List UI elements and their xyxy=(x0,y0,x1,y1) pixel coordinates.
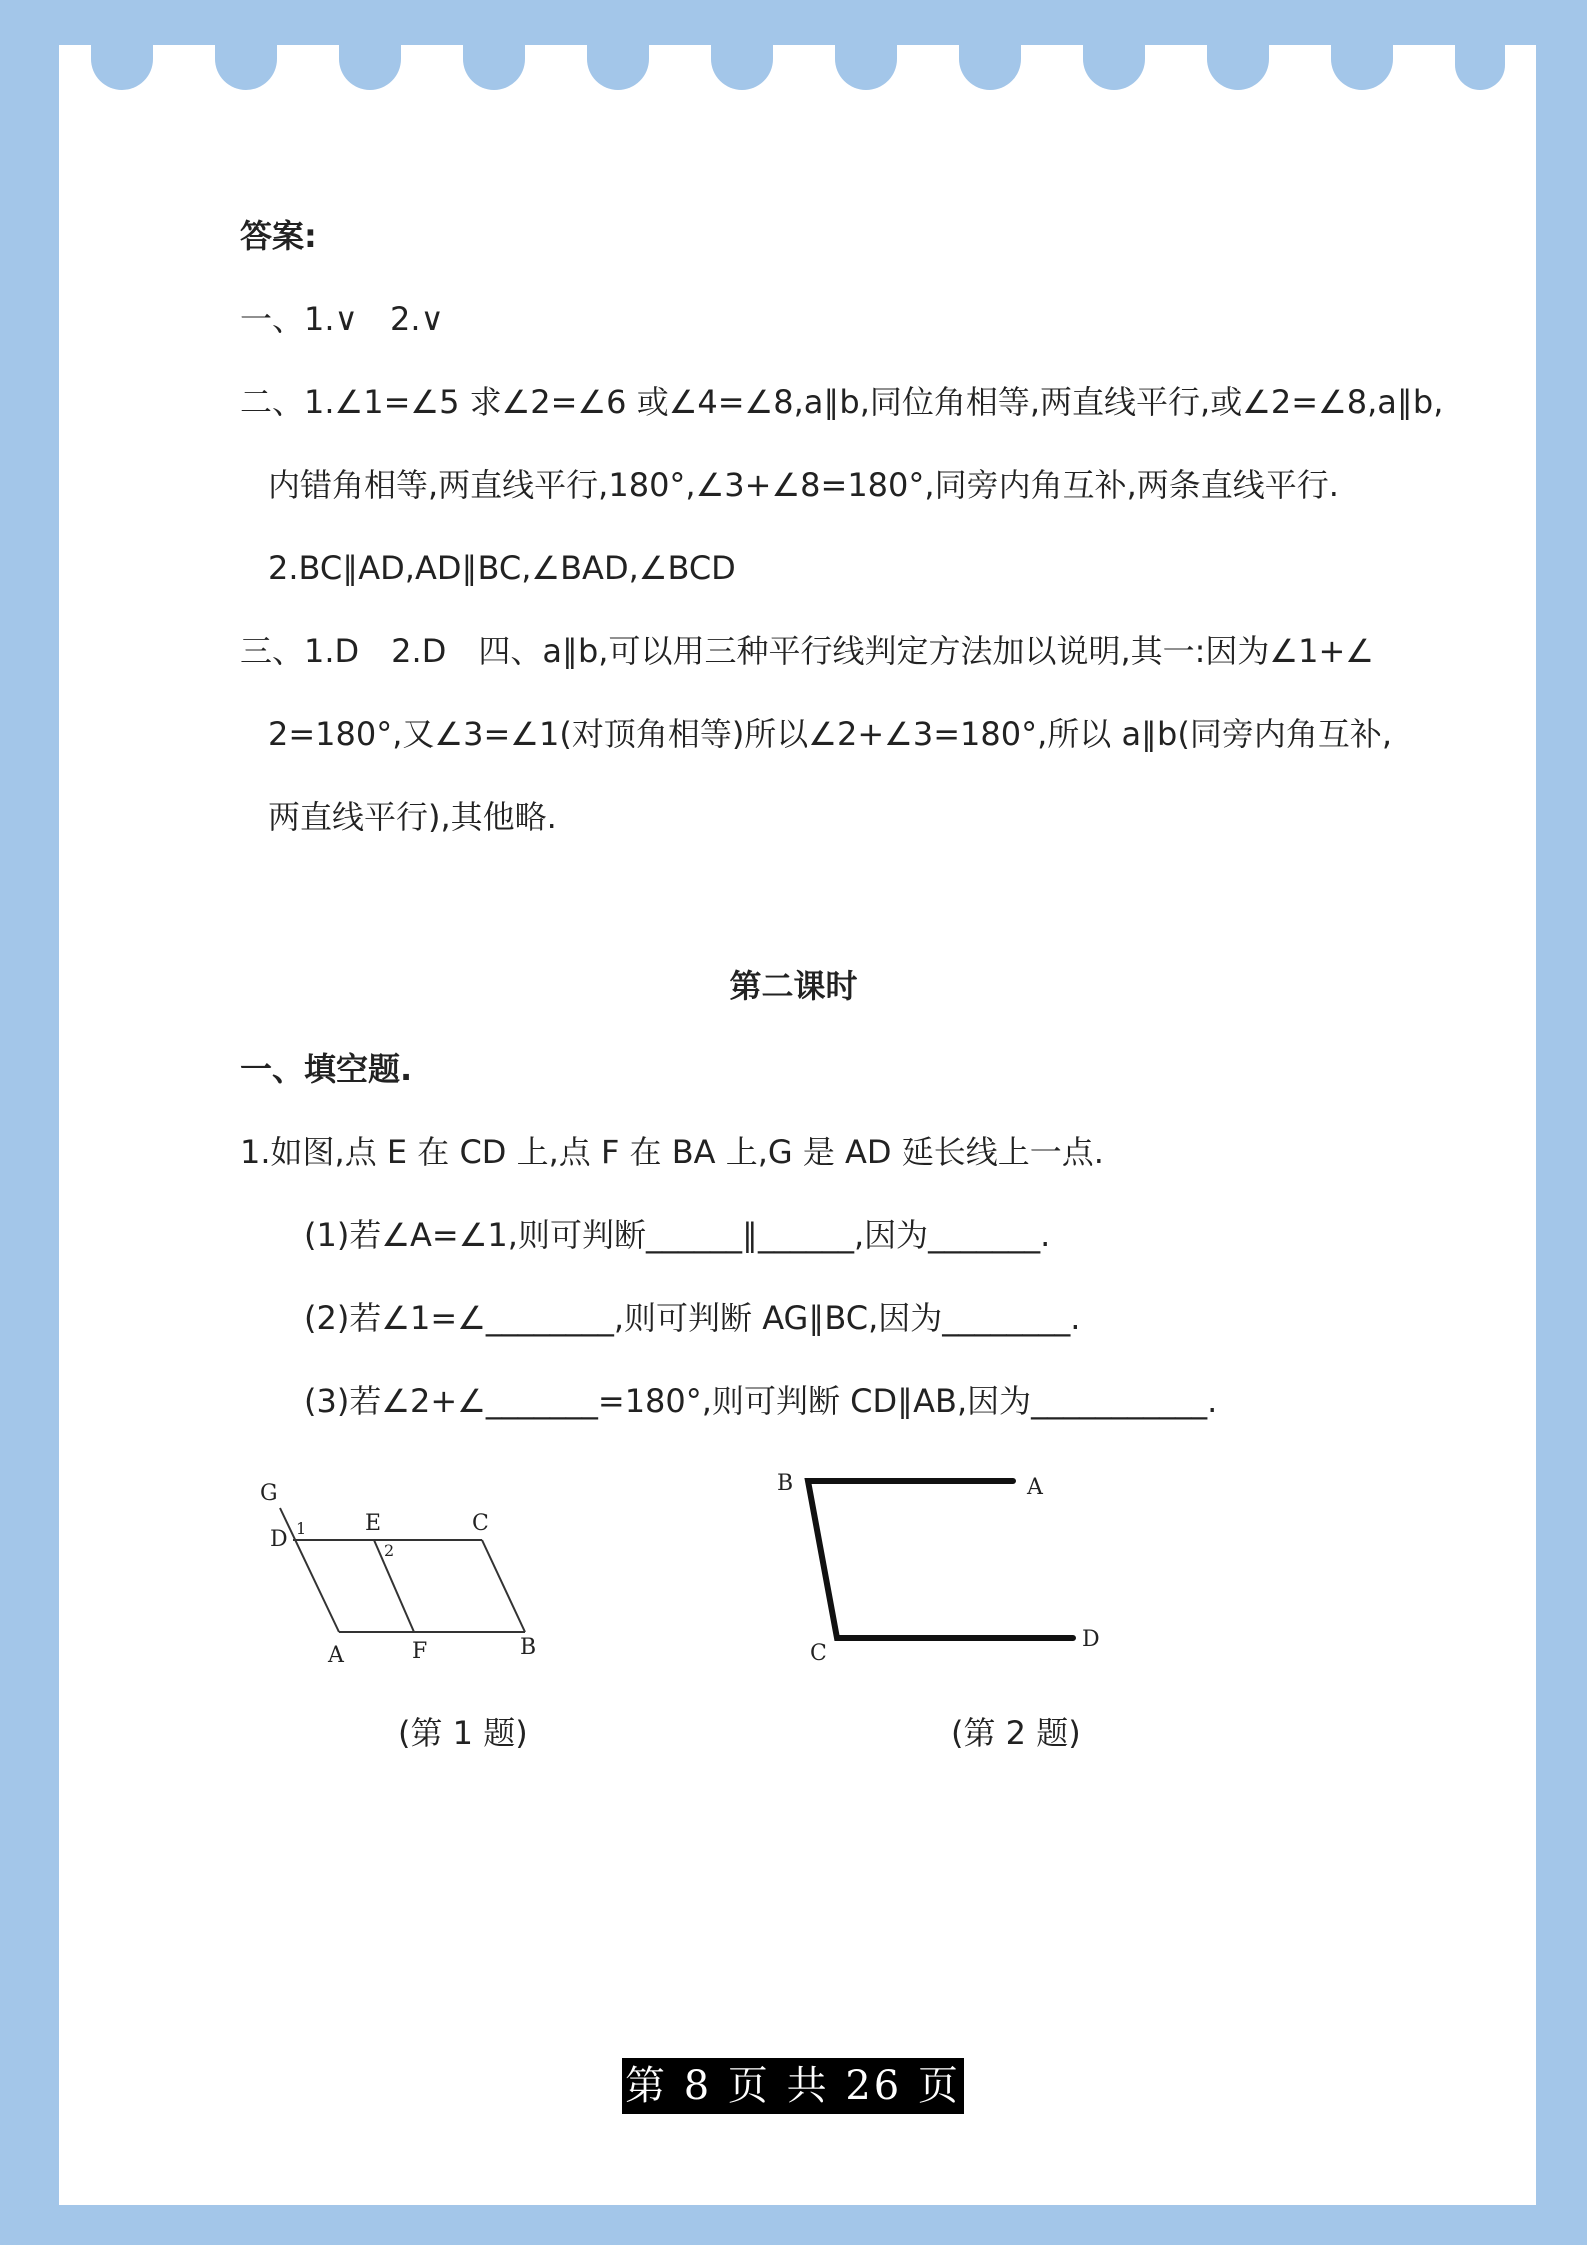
question-1-sub-1: (1)若∠A=∠1,则可判断______∥______,因为_______. xyxy=(304,1216,1051,1254)
figure-1-label-angle-2: 2 xyxy=(384,1541,395,1560)
answer-line-4: 2.BC∥AD,AD∥BC,∠BAD,∠BCD xyxy=(268,549,736,587)
figure-1-caption: (第 1 题) xyxy=(398,1714,528,1752)
answer-heading: 答案: xyxy=(240,217,317,255)
question-1-stem: 1.如图,点 E 在 CD 上,点 F 在 BA 上,G 是 AD 延长线上一点. xyxy=(240,1133,1104,1171)
lesson-title: 第二课时 xyxy=(729,967,858,1005)
figure-1-label-a: A xyxy=(328,1643,344,1668)
figure-2-label-b: B xyxy=(777,1471,794,1496)
binder-hole xyxy=(91,45,153,90)
figure-1-label-c: C xyxy=(472,1511,489,1536)
binder-hole xyxy=(1083,45,1145,90)
answer-line-6: 2=180°,又∠3=∠1(对顶角相等)所以∠2+∠3=180°,所以 a∥b(同旁内角互补, xyxy=(268,715,1393,753)
figure-1-label-b: B xyxy=(520,1635,537,1660)
answer-line-5: 三、1.D 2.D 四、a∥b,可以用三种平行线判定方法加以说明,其一:因为∠1+∠ xyxy=(240,632,1374,670)
figure-1-label-d: D xyxy=(270,1527,288,1552)
binder-hole xyxy=(835,45,897,90)
figure-1-label-angle-1: 1 xyxy=(296,1519,307,1538)
binder-hole xyxy=(463,45,525,90)
figure-1-label-g: G xyxy=(260,1481,278,1506)
binder-hole xyxy=(959,45,1021,90)
binder-hole xyxy=(1455,45,1505,90)
answer-line-7: 两直线平行),其他略. xyxy=(268,798,557,836)
answer-line-3: 内错角相等,两直线平行,180°,∠3+∠8=180°,同旁内角互补,两条直线平行. xyxy=(268,466,1339,504)
binder-hole xyxy=(587,45,649,90)
binder-hole xyxy=(1331,45,1393,90)
binder-hole xyxy=(339,45,401,90)
section-title: 一、填空题. xyxy=(240,1050,413,1088)
page-footer: 第 8 页 共 26 页 xyxy=(622,2058,964,2114)
figure-1-label-f: F xyxy=(412,1639,428,1664)
answer-line-1: 一、1.∨ 2.∨ xyxy=(240,300,444,338)
binder-hole xyxy=(711,45,773,90)
figure-2-label-d: D xyxy=(1082,1627,1100,1652)
question-1-sub-2: (2)若∠1=∠________,则可判断 AG∥BC,因为________. xyxy=(304,1299,1081,1337)
answer-line-2: 二、1.∠1=∠5 求∠2=∠6 或∠4=∠8,a∥b,同位角相等,两直线平行,或∠2=∠8,a∥b, xyxy=(240,383,1444,421)
paper-sheet xyxy=(59,45,1536,2205)
figure-2-label-c: C xyxy=(810,1641,827,1666)
figure-1-label-e: E xyxy=(365,1511,382,1536)
binder-hole xyxy=(215,45,277,90)
figure-2-label-a: A xyxy=(1027,1475,1043,1500)
figure-2-caption: (第 2 题) xyxy=(951,1714,1081,1752)
binder-hole xyxy=(1207,45,1269,90)
question-1-sub-3: (3)若∠2+∠_______=180°,则可判断 CD∥AB,因为___________. xyxy=(304,1382,1218,1420)
